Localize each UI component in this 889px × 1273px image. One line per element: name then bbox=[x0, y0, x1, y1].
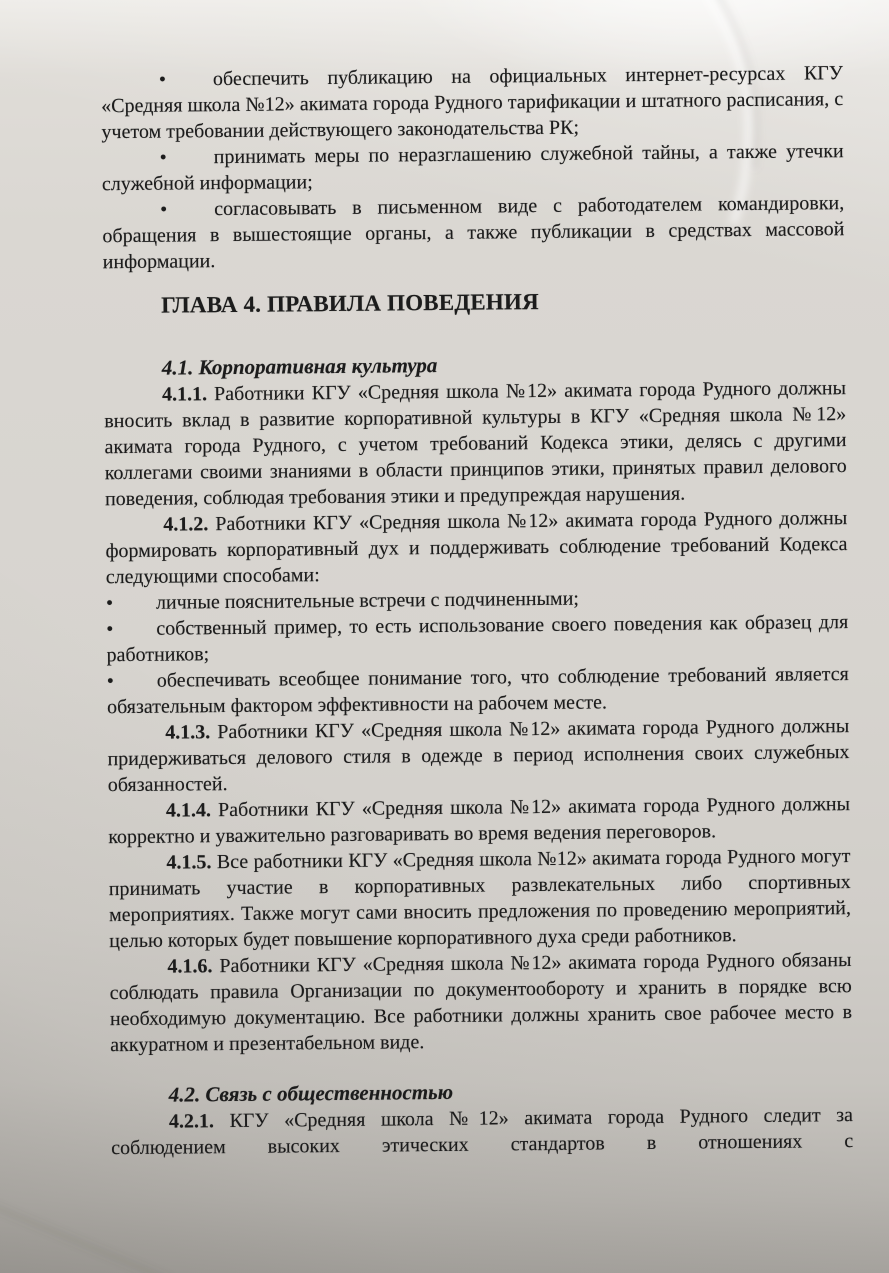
paragraph-number: 4.1.4. bbox=[165, 799, 212, 822]
paragraph-number: 4.1.6. bbox=[167, 955, 213, 978]
paragraph-text: Все работники КГУ «Средняя школа №12» акимата города Рудного могут принимать участие в корпоративных развлекательных либо спортивных мероприятиях. Также могут сами вносить предложения по проведению мероприятий, целью которых будет повышение корпоративного духа среди работников. bbox=[108, 845, 852, 953]
paragraph-text: Работники КГУ «Средняя школа №12» акимата города Рудного обязаны соблюдать правила Организации по документообороту и хранить в порядке всю необходимую документацию. Все работники должны хранить свое рабочее место в аккуратном и презентабельном виде. bbox=[109, 949, 853, 1057]
list-item-text: принимать меры по неразглашению служебной тайны, а также утечки служебной информации; bbox=[101, 140, 844, 196]
list-item-text: собственный пример, то есть использование своего поведения как образец для работников; bbox=[106, 611, 849, 667]
document-content bbox=[101, 60, 853, 1161]
bullet-icon: • bbox=[105, 592, 114, 615]
bullet-icon: • bbox=[158, 68, 167, 91]
paragraph-4-1-1 bbox=[104, 375, 847, 512]
paragraph-4-1-3 bbox=[107, 713, 850, 798]
list-item-text: обеспечить публикацию на официальных интернет-ресурсах КГУ «Средняя школа №12» акимата города Рудного тарификации и штатного расписания, с учетом требовании действующего законодательства РК; bbox=[101, 62, 844, 144]
bullet-icon: • bbox=[106, 670, 114, 693]
paragraph-4-1-4 bbox=[108, 791, 850, 850]
list-item-text: личные пояснительные встречи с подчиненными; bbox=[155, 587, 580, 614]
paragraph-text: Работники КГУ «Средняя школа №12» акимата города Рудного должны корректно и уважительно разговаривать во время ведения переговоров. bbox=[108, 793, 851, 849]
paragraph-number: 4.1.2. bbox=[163, 513, 209, 536]
chapter-heading: ГЛАВА 4. ПРАВИЛА ПОВЕДЕНИЯ bbox=[161, 289, 539, 318]
paragraph-number: 4.1.3. bbox=[165, 721, 211, 744]
paragraph-text: КГУ «Средняя школа №12» акимата города Рудного следит за соблюдением высоких этических стандартов в отношениях с bbox=[111, 1104, 854, 1160]
paragraph-number: 4.2.1. bbox=[168, 1110, 215, 1133]
paragraph-4-1-6 bbox=[109, 947, 852, 1058]
paragraph-number: 4.1.5. bbox=[166, 851, 212, 874]
section-heading-4-2: 4.2. Связь с общественностью bbox=[168, 1079, 454, 1107]
bullet-icon: • bbox=[106, 618, 114, 641]
paragraph-text: Работники КГУ «Средняя школа №12» акимата города Рудного должны вносить вклад в развитие корпоративной культуры в КГУ «Средняя школа №12» акимата города Рудного, с учетом требований Кодекса этики, делясь с другими коллегами своими знаниями в области принципов этики, принятых правил делового поведения, соблюдая требования этики и предупреждая нарушения. bbox=[104, 377, 847, 511]
list-item bbox=[107, 661, 849, 720]
list-item bbox=[102, 138, 844, 197]
crease-shadow-bottom-left bbox=[0, 1205, 170, 1273]
paragraph-4-2-1 bbox=[111, 1102, 853, 1161]
list-item-text: согласовывать в письменном виде с работодателем командировки, обращения в вышестоящие органы, а также публикации в средствах массовой информации. bbox=[102, 192, 845, 274]
paragraph-number: 4.1.1. bbox=[161, 383, 208, 406]
list-item bbox=[101, 60, 844, 145]
list-item bbox=[102, 190, 845, 275]
list-item-text: обеспечивать всеобщее понимание того, что соблюдение требований является обязательным фактором эффективности на рабочем месте. bbox=[106, 663, 849, 719]
paragraph-text: Работники КГУ «Средняя школа №12» акимата города Рудного должны придерживаться делового стиля в одежде в период исполнения своих служебных обязанностей. bbox=[107, 715, 850, 797]
paragraph-text: Работники КГУ «Средняя школа №12» акимата города Рудного должны формировать корпоративный дух и поддерживать соблюдение требований Кодекса следующими способами: bbox=[105, 507, 848, 589]
paragraph-4-1-2 bbox=[105, 505, 848, 590]
bullet-icon: • bbox=[159, 146, 167, 169]
paragraph-4-1-5 bbox=[108, 843, 851, 954]
list-item bbox=[106, 609, 848, 668]
bullet-icon: • bbox=[160, 198, 168, 221]
section-heading-4-1: 4.1. Корпоративная культура bbox=[161, 353, 438, 380]
